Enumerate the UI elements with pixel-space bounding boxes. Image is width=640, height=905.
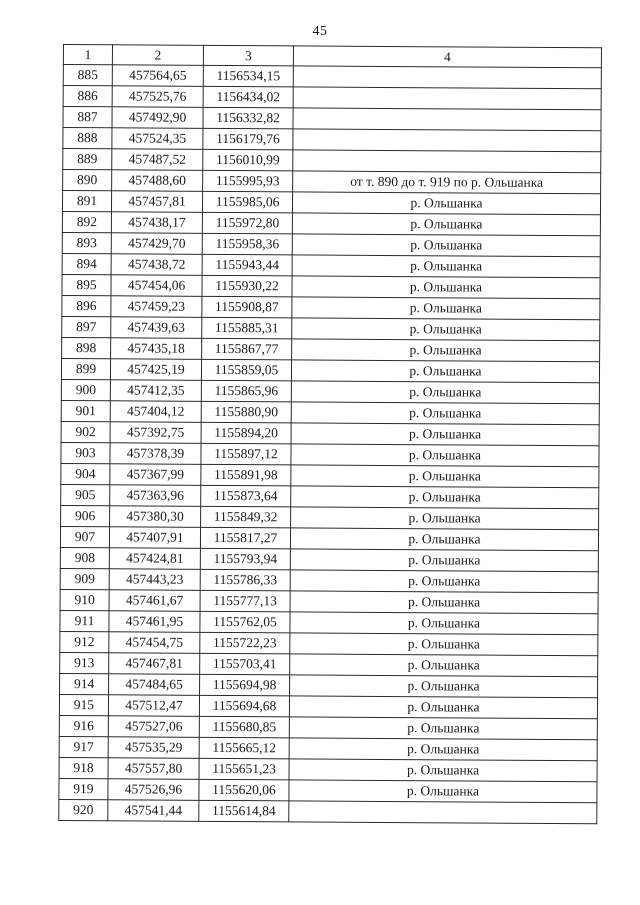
y-coordinate-cell: 1155694,68 xyxy=(199,695,289,717)
table-row xyxy=(62,253,600,277)
y-coordinate-cell: 1155722,23 xyxy=(200,632,290,654)
x-coordinate-cell: 457492,90 xyxy=(112,107,203,129)
point-number-cell: 917 xyxy=(59,736,108,757)
y-coordinate-cell: 1155972,80 xyxy=(202,212,292,234)
point-number-cell: 897 xyxy=(62,316,111,337)
point-number-cell: 898 xyxy=(62,337,111,358)
table-row xyxy=(61,463,599,487)
table-row xyxy=(62,337,600,361)
table-row xyxy=(59,736,597,760)
x-coordinate-cell: 457438,72 xyxy=(111,254,202,276)
description-cell: р. Ольшанка xyxy=(289,759,597,782)
table-row xyxy=(60,589,598,613)
description-cell: р. Ольшанка xyxy=(290,633,598,656)
y-coordinate-cell: 1155995,93 xyxy=(203,170,293,192)
y-coordinate-cell: 1155651,23 xyxy=(199,758,289,780)
column-header-y-coordinate: 3 xyxy=(203,45,293,66)
table-row xyxy=(63,86,601,110)
table-row xyxy=(63,107,601,131)
description-cell: р. Ольшанка xyxy=(290,612,598,635)
point-number-cell: 902 xyxy=(61,421,110,442)
description-cell: р. Ольшанка xyxy=(289,696,597,719)
y-coordinate-cell: 1156434,02 xyxy=(203,86,293,108)
point-number-cell: 918 xyxy=(59,757,108,778)
table-row xyxy=(61,505,599,529)
point-number-cell: 919 xyxy=(59,778,108,799)
y-coordinate-cell: 1155859,05 xyxy=(201,359,291,381)
description-cell: от т. 890 до т. 919 по р. Ольшанка xyxy=(293,171,601,194)
table-row xyxy=(61,442,599,466)
y-coordinate-cell: 1155894,20 xyxy=(201,422,291,444)
description-cell: р. Ольшанка xyxy=(291,360,599,383)
x-coordinate-cell: 457488,60 xyxy=(112,170,203,192)
y-coordinate-cell: 1155930,22 xyxy=(202,275,292,297)
point-number-cell: 895 xyxy=(62,274,111,295)
y-coordinate-cell: 1155880,90 xyxy=(201,401,291,423)
description-cell: р. Ольшанка xyxy=(292,234,600,257)
point-number-cell: 914 xyxy=(60,673,109,694)
description-cell: р. Ольшанка xyxy=(290,570,598,593)
y-coordinate-cell: 1155897,12 xyxy=(201,443,291,465)
table-row xyxy=(62,211,600,235)
x-coordinate-cell: 457461,95 xyxy=(109,611,200,633)
column-header-point-number: 1 xyxy=(63,45,112,65)
x-coordinate-cell: 457467,81 xyxy=(109,653,200,675)
x-coordinate-cell: 457457,81 xyxy=(111,191,202,213)
x-coordinate-cell: 457557,80 xyxy=(108,758,199,780)
point-number-cell: 891 xyxy=(62,191,111,212)
point-number-cell: 900 xyxy=(61,379,110,400)
point-number-cell: 908 xyxy=(60,547,109,568)
y-coordinate-cell: 1155885,31 xyxy=(202,317,292,339)
point-number-cell: 910 xyxy=(60,589,109,610)
x-coordinate-cell: 457459,23 xyxy=(111,296,202,318)
point-number-cell: 901 xyxy=(61,400,110,421)
table-row xyxy=(59,778,597,802)
x-coordinate-cell: 457512,47 xyxy=(108,695,199,717)
point-number-cell: 886 xyxy=(63,86,112,107)
point-number-cell: 905 xyxy=(61,484,110,505)
description-cell: р. Ольшанка xyxy=(292,276,600,299)
table-row xyxy=(63,149,601,173)
y-coordinate-cell: 1155777,13 xyxy=(200,590,290,612)
description-cell: р. Ольшанка xyxy=(291,486,599,509)
point-number-cell: 889 xyxy=(63,149,112,170)
x-coordinate-cell: 457435,18 xyxy=(111,338,202,360)
table-row xyxy=(62,232,600,256)
x-coordinate-cell: 457487,52 xyxy=(112,149,203,171)
point-number-cell: 893 xyxy=(62,232,111,253)
description-cell: р. Ольшанка xyxy=(289,780,597,803)
table-row xyxy=(61,358,599,382)
x-coordinate-cell: 457454,75 xyxy=(109,632,200,654)
table-row xyxy=(61,379,599,403)
description-cell: р. Ольшанка xyxy=(292,297,600,320)
table-row xyxy=(60,673,598,697)
x-coordinate-cell: 457484,65 xyxy=(109,674,200,696)
table-row xyxy=(63,128,601,152)
point-number-cell: 904 xyxy=(61,463,110,484)
point-number-cell: 911 xyxy=(60,610,109,631)
table-row xyxy=(62,295,600,319)
description-cell: р. Ольшанка xyxy=(292,255,600,278)
point-number-cell: 890 xyxy=(63,170,112,191)
description-cell: р. Ольшанка xyxy=(292,318,600,341)
y-coordinate-cell: 1155873,64 xyxy=(201,485,291,507)
description-cell: р. Ольшанка xyxy=(292,213,600,236)
x-coordinate-cell: 457363,96 xyxy=(110,485,201,507)
point-number-cell: 906 xyxy=(61,505,110,526)
description-cell xyxy=(289,801,597,824)
x-coordinate-cell: 457541,44 xyxy=(108,800,199,822)
y-coordinate-cell: 1155817,27 xyxy=(200,527,290,549)
description-cell: р. Ольшанка xyxy=(291,423,599,446)
table-row xyxy=(60,652,598,676)
point-number-cell: 907 xyxy=(60,526,109,547)
y-coordinate-cell: 1155891,98 xyxy=(201,464,291,486)
table-row xyxy=(63,65,601,89)
y-coordinate-cell: 1155865,96 xyxy=(201,380,291,402)
description-cell xyxy=(293,87,601,110)
point-number-cell: 915 xyxy=(59,694,108,715)
x-coordinate-cell: 457526,96 xyxy=(108,779,199,801)
page-number: 45 xyxy=(312,24,328,39)
table-body xyxy=(59,65,602,824)
table-row xyxy=(60,526,598,550)
point-number-cell: 916 xyxy=(59,715,108,736)
x-coordinate-cell: 457367,99 xyxy=(110,464,201,486)
description-cell: р. Ольшанка xyxy=(292,192,600,215)
point-number-cell: 903 xyxy=(61,442,110,463)
point-number-cell: 909 xyxy=(60,568,109,589)
x-coordinate-cell: 457461,67 xyxy=(109,590,200,612)
description-cell: р. Ольшанка xyxy=(291,507,599,530)
description-cell xyxy=(293,150,601,173)
y-coordinate-cell: 1155703,41 xyxy=(200,653,290,675)
point-number-cell: 892 xyxy=(62,211,111,232)
column-header-x-coordinate: 2 xyxy=(112,45,203,66)
description-cell: р. Ольшанка xyxy=(290,675,598,698)
y-coordinate-cell: 1155614,84 xyxy=(199,800,289,822)
description-cell: р. Ольшанка xyxy=(292,339,600,362)
table-row xyxy=(60,568,598,592)
y-coordinate-cell: 1155680,85 xyxy=(199,716,289,738)
point-number-cell: 896 xyxy=(62,295,111,316)
x-coordinate-cell: 457564,65 xyxy=(112,65,203,87)
table-row xyxy=(60,547,598,571)
x-coordinate-cell: 457380,30 xyxy=(110,506,201,528)
x-coordinate-cell: 457525,76 xyxy=(112,86,203,108)
table-row xyxy=(62,274,600,298)
point-number-cell: 913 xyxy=(60,652,109,673)
point-number-cell: 894 xyxy=(62,253,111,274)
description-cell: р. Ольшанка xyxy=(289,738,597,761)
x-coordinate-cell: 457524,35 xyxy=(112,128,203,150)
x-coordinate-cell: 457404,12 xyxy=(110,401,201,423)
table-row xyxy=(59,757,597,781)
x-coordinate-cell: 457407,91 xyxy=(109,527,200,549)
y-coordinate-cell: 1155665,12 xyxy=(199,737,289,759)
description-cell: р. Ольшанка xyxy=(290,528,598,551)
description-cell: р. Ольшанка xyxy=(289,717,597,740)
x-coordinate-cell: 457412,35 xyxy=(110,380,201,402)
table-row xyxy=(61,400,599,424)
y-coordinate-cell: 1155793,94 xyxy=(200,548,290,570)
description-cell: р. Ольшанка xyxy=(290,591,598,614)
table-row xyxy=(60,631,598,655)
table-row xyxy=(63,170,601,194)
description-cell xyxy=(293,108,601,131)
point-number-cell: 887 xyxy=(63,107,112,128)
y-coordinate-cell: 1155786,33 xyxy=(200,569,290,591)
description-cell: р. Ольшанка xyxy=(291,465,599,488)
y-coordinate-cell: 1156534,15 xyxy=(203,65,293,87)
description-cell: р. Ольшанка xyxy=(291,444,599,467)
table-row xyxy=(62,316,600,340)
description-cell xyxy=(293,129,601,152)
description-cell: р. Ольшанка xyxy=(291,402,599,425)
table-row xyxy=(61,484,599,508)
y-coordinate-cell: 1155943,44 xyxy=(202,254,292,276)
table-row xyxy=(61,421,599,445)
y-coordinate-cell: 1156332,82 xyxy=(203,107,293,129)
y-coordinate-cell: 1155908,87 xyxy=(202,296,292,318)
y-coordinate-cell: 1155620,06 xyxy=(199,779,289,801)
x-coordinate-cell: 457454,06 xyxy=(111,275,202,297)
x-coordinate-cell: 457425,19 xyxy=(110,359,201,381)
y-coordinate-cell: 1155694,98 xyxy=(200,674,290,696)
description-cell: р. Ольшанка xyxy=(291,381,599,404)
description-cell: р. Ольшанка xyxy=(290,549,598,572)
description-cell: р. Ольшанка xyxy=(290,654,598,677)
x-coordinate-cell: 457378,39 xyxy=(110,443,201,465)
x-coordinate-cell: 457424,81 xyxy=(109,548,200,570)
y-coordinate-cell: 1155985,06 xyxy=(202,191,292,213)
y-coordinate-cell: 1155849,32 xyxy=(201,506,291,528)
point-number-cell: 899 xyxy=(61,358,110,379)
table-row xyxy=(60,610,598,634)
point-number-cell: 920 xyxy=(59,799,108,820)
x-coordinate-cell: 457392,75 xyxy=(110,422,201,444)
coordinates-table xyxy=(58,44,602,824)
x-coordinate-cell: 457527,06 xyxy=(108,716,199,738)
x-coordinate-cell: 457429,70 xyxy=(111,233,202,255)
y-coordinate-cell: 1155762,05 xyxy=(200,611,290,633)
column-header-description: 4 xyxy=(293,46,601,68)
table-row xyxy=(62,191,600,215)
x-coordinate-cell: 457438,17 xyxy=(111,212,202,234)
point-number-cell: 885 xyxy=(63,65,112,86)
y-coordinate-cell: 1156010,99 xyxy=(203,149,293,171)
table-row xyxy=(59,715,597,739)
y-coordinate-cell: 1155867,77 xyxy=(202,338,292,360)
x-coordinate-cell: 457439,63 xyxy=(111,317,202,339)
description-cell xyxy=(293,66,601,89)
point-number-cell: 912 xyxy=(60,631,109,652)
y-coordinate-cell: 1155958,36 xyxy=(202,233,292,255)
y-coordinate-cell: 1156179,76 xyxy=(203,128,293,150)
x-coordinate-cell: 457535,29 xyxy=(108,737,199,759)
table-row xyxy=(59,799,597,823)
table-row xyxy=(59,694,597,718)
x-coordinate-cell: 457443,23 xyxy=(109,569,200,591)
point-number-cell: 888 xyxy=(63,128,112,149)
